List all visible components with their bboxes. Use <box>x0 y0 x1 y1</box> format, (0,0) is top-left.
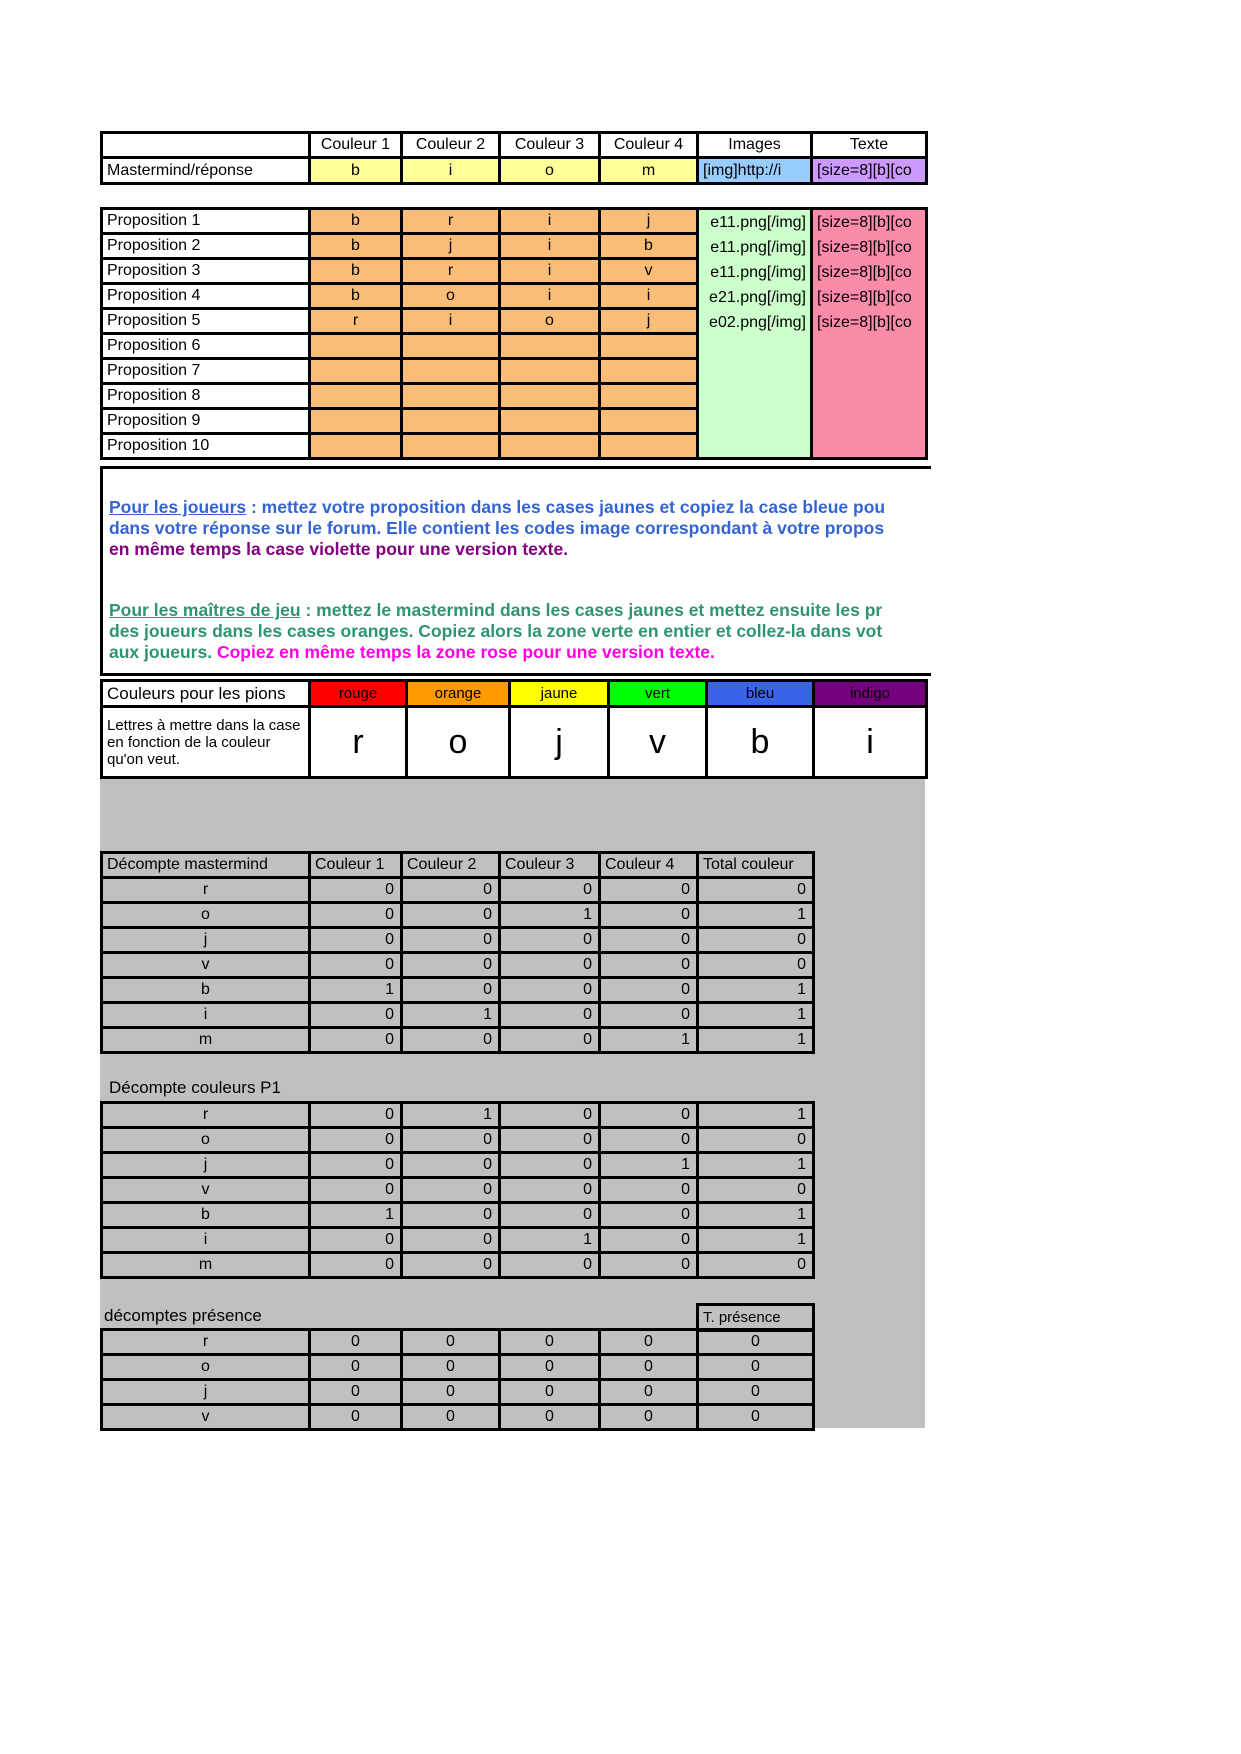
count-cell: 0 <box>500 1178 600 1203</box>
proposition-color-cell[interactable]: b <box>310 259 402 284</box>
count-cell: 0 <box>310 1103 402 1128</box>
proposition-label: Proposition 7 <box>102 359 310 384</box>
legend-letter-cell: v <box>609 707 707 778</box>
count-row <box>102 1253 814 1278</box>
count-column-header: Total couleur <box>698 853 814 878</box>
count-cell: 0 <box>600 1228 698 1253</box>
count-cell: 0 <box>402 903 500 928</box>
count-total-cell: 1 <box>698 1153 814 1178</box>
masters-instruction-line1: Pour les maîtres de jeu : mettez le mastermind dans les cases jaunes et mettez ensuite les pr <box>109 600 883 620</box>
texte-code-line: [size=8][b][co <box>817 264 912 281</box>
mastermind-color-cell[interactable]: b <box>310 158 402 184</box>
count-total-cell: 1 <box>698 978 814 1003</box>
legend-letter-cell: b <box>707 707 814 778</box>
proposition-color-cell[interactable] <box>310 334 402 359</box>
count-cell: 0 <box>600 1003 698 1028</box>
count-cell: 0 <box>310 903 402 928</box>
count-row-label: j <box>102 1153 310 1178</box>
count-row-label: m <box>102 1253 310 1278</box>
proposition-label: Proposition 9 <box>102 409 310 434</box>
count-cell: 0 <box>310 1178 402 1203</box>
players-instruction-line3: en même temps la case violette pour une version texte. <box>109 539 569 559</box>
count-cell: 0 <box>500 1153 600 1178</box>
count-row <box>102 1203 814 1228</box>
count-row <box>102 1028 814 1053</box>
count-total-cell: 0 <box>698 928 814 953</box>
count-cell: 0 <box>402 1355 500 1380</box>
count-cell: 0 <box>600 1380 698 1405</box>
texte-code-line: [size=8][b][co <box>817 289 912 306</box>
count-cell: 0 <box>310 1028 402 1053</box>
proposition-label: Proposition 2 <box>102 234 310 259</box>
count-cell: 0 <box>402 928 500 953</box>
proposition-label: Proposition 1 <box>102 209 310 234</box>
proposition-color-cell[interactable]: b <box>310 209 402 234</box>
count-total-cell: 1 <box>698 1228 814 1253</box>
count-row <box>102 1153 814 1178</box>
count-cell: 0 <box>600 1203 698 1228</box>
players-instruction-lead: Pour les joueurs <box>109 497 247 517</box>
decompte-mastermind-table <box>100 851 815 1054</box>
proposition-color-cell[interactable]: b <box>600 234 698 259</box>
texte-code-line: [size=8][b][co <box>817 314 912 331</box>
count-total-cell: 1 <box>698 903 814 928</box>
count-row <box>102 1380 814 1405</box>
proposition-color-cell[interactable] <box>402 409 500 434</box>
proposition-color-cell[interactable]: i <box>402 309 500 334</box>
count-cell: 0 <box>402 1228 500 1253</box>
proposition-color-cell[interactable]: i <box>500 259 600 284</box>
column-header: Texte <box>812 133 927 158</box>
count-cell: 0 <box>500 978 600 1003</box>
proposition-color-cell[interactable] <box>600 434 698 459</box>
proposition-color-cell[interactable]: i <box>500 284 600 309</box>
proposition-color-cell[interactable] <box>402 334 500 359</box>
count-cell: 0 <box>402 1128 500 1153</box>
column-header: Couleur 1 <box>310 133 402 158</box>
count-row-label: m <box>102 1028 310 1053</box>
count-cell: 0 <box>500 1028 600 1053</box>
count-cell: 0 <box>500 1103 600 1128</box>
proposition-color-cell[interactable]: j <box>600 209 698 234</box>
proposition-color-cell[interactable] <box>500 334 600 359</box>
proposition-color-cell[interactable]: r <box>402 259 500 284</box>
presence-total-header: T. présence <box>698 1305 814 1331</box>
image-code-line: e11.png[/img] <box>710 239 806 256</box>
legend-color-cell-vert: vert <box>609 681 707 707</box>
legend-color-cell-jaune: jaune <box>510 681 609 707</box>
proposition-label: Proposition 5 <box>102 309 310 334</box>
count-cell: 0 <box>402 953 500 978</box>
count-cell: 0 <box>310 1380 402 1405</box>
count-cell: 0 <box>600 1178 698 1203</box>
count-cell: 0 <box>600 1355 698 1380</box>
proposition-color-cell[interactable]: b <box>310 284 402 309</box>
count-cell: 0 <box>500 1128 600 1153</box>
count-cell: 0 <box>310 928 402 953</box>
count-row-label: o <box>102 1128 310 1153</box>
count-cell: 1 <box>310 1203 402 1228</box>
mastermind-images-code-cell[interactable]: [img]http://i <box>698 158 812 184</box>
count-cell: 0 <box>402 878 500 903</box>
texte-code-line: [size=8][b][co <box>817 239 912 256</box>
count-cell: 0 <box>500 1405 600 1430</box>
proposition-color-cell[interactable] <box>600 409 698 434</box>
proposition-color-cell[interactable] <box>402 434 500 459</box>
proposition-color-cell[interactable]: v <box>600 259 698 284</box>
propositions-texte-zone[interactable] <box>812 209 927 459</box>
count-row <box>102 978 814 1003</box>
mastermind-color-cell[interactable]: o <box>500 158 600 184</box>
corner-cell <box>102 133 310 158</box>
proposition-label: Proposition 3 <box>102 259 310 284</box>
count-cell: 0 <box>600 903 698 928</box>
column-header: Couleur 3 <box>500 133 600 158</box>
legend-table <box>100 679 928 779</box>
proposition-color-cell[interactable]: j <box>402 234 500 259</box>
proposition-color-cell[interactable]: i <box>500 234 600 259</box>
count-row <box>102 953 814 978</box>
count-row <box>102 1228 814 1253</box>
count-cell: 0 <box>500 878 600 903</box>
count-cell: 1 <box>500 903 600 928</box>
count-cell: 0 <box>600 1253 698 1278</box>
count-cell: 0 <box>600 928 698 953</box>
proposition-color-cell[interactable]: b <box>310 234 402 259</box>
legend-letter-cell: i <box>814 707 927 778</box>
proposition-color-cell[interactable]: r <box>402 209 500 234</box>
count-cell: 0 <box>310 878 402 903</box>
count-total-cell: 0 <box>698 1330 814 1355</box>
count-column-header: Couleur 2 <box>402 853 500 878</box>
count-row <box>102 1355 814 1380</box>
proposition-color-cell[interactable]: r <box>310 309 402 334</box>
count-cell: 0 <box>402 1203 500 1228</box>
count-cell: 0 <box>500 1003 600 1028</box>
legend-letters-label: Lettres à mettre dans la case en fonction de la couleur qu'on veut. <box>102 707 310 778</box>
count-row-label: v <box>102 1178 310 1203</box>
count-cell: 0 <box>500 953 600 978</box>
column-header: Couleur 2 <box>402 133 500 158</box>
count-row <box>102 878 814 903</box>
count-cell: 0 <box>402 1380 500 1405</box>
mastermind-texte-code-cell[interactable]: [size=8][b][co <box>812 158 927 184</box>
proposition-color-cell[interactable]: j <box>600 309 698 334</box>
count-total-cell: 0 <box>698 953 814 978</box>
proposition-color-cell[interactable] <box>402 359 500 384</box>
count-cell: 0 <box>402 1178 500 1203</box>
count-row-label: i <box>102 1228 310 1253</box>
count-cell: 0 <box>500 1330 600 1355</box>
count-cell: 0 <box>310 1003 402 1028</box>
count-cell: 0 <box>402 1330 500 1355</box>
count-row-label: o <box>102 1355 310 1380</box>
decompte-p1-table <box>100 1101 815 1279</box>
count-total-cell: 1 <box>698 1003 814 1028</box>
count-row <box>102 1128 814 1153</box>
count-total-cell: 0 <box>698 1405 814 1430</box>
decompte-p1-title: Décompte couleurs P1 <box>109 1078 281 1097</box>
proposition-color-cell[interactable] <box>500 384 600 409</box>
count-row-label: j <box>102 1380 310 1405</box>
count-cell: 1 <box>500 1228 600 1253</box>
count-row-label: i <box>102 1003 310 1028</box>
count-total-cell: 0 <box>698 1380 814 1405</box>
count-total-cell: 0 <box>698 1253 814 1278</box>
count-cell: 0 <box>402 1405 500 1430</box>
count-total-cell: 1 <box>698 1028 814 1053</box>
image-code-line: e02.png[/img] <box>709 314 806 331</box>
count-row-label: b <box>102 978 310 1003</box>
mastermind-row-label: Mastermind/réponse <box>102 158 310 184</box>
count-row <box>102 1103 814 1128</box>
legend-letters-row <box>102 707 927 778</box>
proposition-color-cell[interactable] <box>500 409 600 434</box>
proposition-color-cell[interactable]: i <box>500 209 600 234</box>
image-code-line: e11.png[/img] <box>710 264 806 281</box>
players-instruction-line2: dans votre réponse sur le forum. Elle contient les codes image correspondant à votre propos <box>109 518 885 538</box>
count-row-label: v <box>102 1405 310 1430</box>
legend-color-cell-bleu: bleu <box>707 681 814 707</box>
count-row-label: v <box>102 953 310 978</box>
masters-instruction-lead: Pour les maîtres de jeu <box>109 600 301 620</box>
count-cell: 0 <box>600 1103 698 1128</box>
column-header: Couleur 4 <box>600 133 698 158</box>
count-total-cell: 0 <box>698 1178 814 1203</box>
proposition-color-cell[interactable]: o <box>500 309 600 334</box>
image-code-line: e21.png[/img] <box>709 289 806 306</box>
count-row-label: r <box>102 878 310 903</box>
propositions-table <box>100 207 928 460</box>
proposition-label: Proposition 4 <box>102 284 310 309</box>
count-cell: 0 <box>310 1355 402 1380</box>
proposition-row <box>102 209 927 234</box>
count-column-header: Couleur 3 <box>500 853 600 878</box>
count-cell: 0 <box>500 1203 600 1228</box>
count-cell: 0 <box>600 953 698 978</box>
texte-code-line: [size=8][b][co <box>817 214 912 231</box>
proposition-color-cell[interactable] <box>310 434 402 459</box>
proposition-label: Proposition 6 <box>102 334 310 359</box>
count-row <box>102 903 814 928</box>
count-cell: 1 <box>310 978 402 1003</box>
proposition-color-cell[interactable] <box>402 384 500 409</box>
count-cell: 1 <box>402 1003 500 1028</box>
count-row-label: b <box>102 1203 310 1228</box>
proposition-color-cell[interactable] <box>310 384 402 409</box>
proposition-color-cell[interactable]: o <box>402 284 500 309</box>
proposition-color-cell[interactable] <box>500 359 600 384</box>
count-cell: 0 <box>600 1405 698 1430</box>
proposition-color-cell[interactable] <box>310 409 402 434</box>
count-cell: 0 <box>500 1380 600 1405</box>
legend-color-cell-orange: orange <box>407 681 510 707</box>
count-row <box>102 1330 814 1355</box>
count-total-cell: 1 <box>698 1103 814 1128</box>
players-instruction-line1: Pour les joueurs : mettez votre proposition dans les cases jaunes et copiez la case bleue pou <box>109 497 886 517</box>
count-row-label: j <box>102 928 310 953</box>
count-cell: 1 <box>402 1103 500 1128</box>
count-cell: 0 <box>402 1253 500 1278</box>
proposition-label: Proposition 10 <box>102 434 310 459</box>
proposition-color-cell[interactable] <box>310 359 402 384</box>
count-cell: 0 <box>500 928 600 953</box>
count-cell: 0 <box>310 1128 402 1153</box>
proposition-color-cell[interactable] <box>600 384 698 409</box>
count-cell: 0 <box>402 1028 500 1053</box>
count-total-cell: 0 <box>698 1355 814 1380</box>
instructions-box <box>100 466 931 676</box>
mastermind-header-row <box>102 133 927 158</box>
proposition-color-cell[interactable]: i <box>600 284 698 309</box>
count-cell: 0 <box>600 1330 698 1355</box>
count-column-header: Couleur 1 <box>310 853 402 878</box>
count-row <box>102 1178 814 1203</box>
count-cell: 0 <box>500 1253 600 1278</box>
count-row-label: o <box>102 903 310 928</box>
legend-colors-label: Couleurs pour les pions <box>102 681 310 707</box>
count-row <box>102 928 814 953</box>
image-code-line: e11.png[/img] <box>710 214 806 231</box>
legend-letter-cell: r <box>310 707 407 778</box>
presence-title: décomptes présence <box>104 1306 262 1325</box>
legend-letter-cell: j <box>510 707 609 778</box>
count-cell: 0 <box>310 1153 402 1178</box>
count-cell: 0 <box>600 978 698 1003</box>
count-total-cell: 0 <box>698 878 814 903</box>
masters-instruction-line2: des joueurs dans les cases oranges. Copiez alors la zone verte en entier et collez-la dans vot <box>109 621 883 641</box>
mastermind-color-cell[interactable]: i <box>402 158 500 184</box>
count-row <box>102 1003 814 1028</box>
legend-color-cell-rouge: rouge <box>310 681 407 707</box>
count-cell: 0 <box>500 1355 600 1380</box>
count-cell: 0 <box>402 978 500 1003</box>
count-cell: 1 <box>600 1028 698 1053</box>
count-cell: 0 <box>310 953 402 978</box>
masters-instruction-line3: aux joueurs. Copiez en même temps la zone rose pour une version texte. <box>109 642 715 662</box>
count-cell: 0 <box>600 1128 698 1153</box>
count-column-header: Couleur 4 <box>600 853 698 878</box>
count-total-cell: 1 <box>698 1203 814 1228</box>
mastermind-table <box>100 131 928 185</box>
decompte-mastermind-title: Décompte mastermind <box>102 853 310 878</box>
propositions-images-zone[interactable] <box>698 209 812 459</box>
legend-color-cell-indigo: indigo <box>814 681 927 707</box>
count-cell: 0 <box>310 1253 402 1278</box>
mastermind-color-cell[interactable]: m <box>600 158 698 184</box>
count-cell: 0 <box>310 1330 402 1355</box>
mastermind-answer-row <box>102 158 927 184</box>
decompte-mastermind-header-row <box>102 853 814 878</box>
legend-letter-cell: o <box>407 707 510 778</box>
proposition-label: Proposition 8 <box>102 384 310 409</box>
count-cell: 1 <box>600 1153 698 1178</box>
count-cell: 0 <box>402 1153 500 1178</box>
legend-colors-row <box>102 681 927 707</box>
count-cell: 0 <box>310 1405 402 1430</box>
count-row-label: r <box>102 1330 310 1355</box>
proposition-color-cell[interactable] <box>500 434 600 459</box>
column-header: Images <box>698 133 812 158</box>
count-row-label: r <box>102 1103 310 1128</box>
presence-table <box>100 1328 815 1431</box>
count-cell: 0 <box>600 878 698 903</box>
count-cell: 0 <box>310 1228 402 1253</box>
count-row <box>102 1405 814 1430</box>
proposition-color-cell[interactable] <box>600 334 698 359</box>
count-total-cell: 0 <box>698 1128 814 1153</box>
proposition-color-cell[interactable] <box>600 359 698 384</box>
